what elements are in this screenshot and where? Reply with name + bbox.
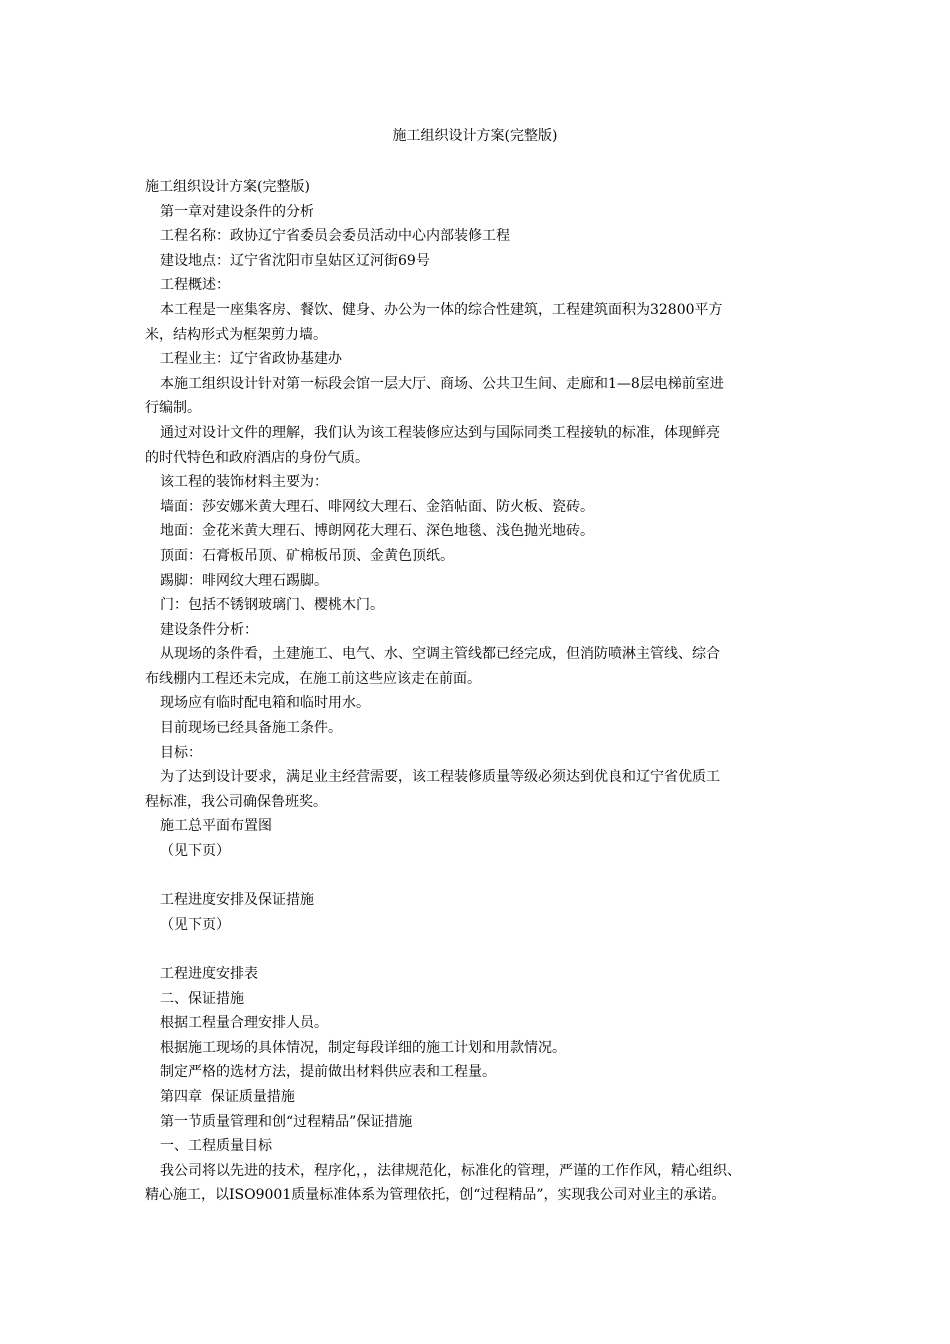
project-location: 建设地点：辽宁省沈阳市皇姑区辽河街69号 [160, 252, 430, 269]
goal-text-line2: 程标准，我公司确保鲁班奖。 [145, 793, 327, 810]
overview-heading: 工程概述： [160, 277, 230, 294]
materials-heading: 该工程的装饰材料主要为： [160, 474, 328, 491]
conditions-power-water: 现场应有临时配电箱和临时用水。 [160, 695, 370, 712]
measure-materials: 制定严格的选材方法，提前做出材料供应表和工程量。 [160, 1064, 496, 1081]
schedule-table-heading: 工程进度安排表 [160, 966, 258, 982]
see-next-page-note: （见下页） [160, 916, 230, 933]
overview-text-line1: 本工程是一座集客房、餐饮、健身、办公为一体的综合性建筑，工程建筑面积为32800平方 [160, 301, 723, 318]
project-owner: 工程业主：辽宁省政协基建办 [160, 351, 342, 368]
quality-goal-text-line2: 精心施工，以ISO9001质量标准体系为管理依托，创“过程精品”，实现我公司对业主的承诺。 [145, 1187, 726, 1204]
blank-line [145, 937, 807, 962]
chapter-four-heading: 第四章 保证质量措施 [160, 1088, 295, 1105]
conditions-heading: 建设条件分析： [160, 621, 258, 638]
measures-heading: 二、保证措施 [160, 990, 244, 1007]
standard-text-line1: 通过对设计文件的理解，我们认为该工程装修应达到与国际同类工程接轨的标准，体现鲜亮 [160, 424, 720, 441]
quality-goal-heading: 一、工程质量目标 [160, 1138, 272, 1155]
materials-doors: 门：包括不锈钢玻璃门、樱桃木门。 [160, 597, 384, 614]
doc-heading: 施工组织设计方案(完整版) [145, 179, 310, 195]
measure-planning: 根据施工现场的具体情况，制定每段详细的施工计划和用款情况。 [160, 1039, 566, 1056]
conditions-text-line2: 布线棚内工程还未完成，在施工前这些应该走在前面。 [145, 670, 481, 687]
blank-line [145, 864, 807, 889]
materials-wall: 墙面：莎安娜米黄大理石、啡网纹大理石、金箔帖面、防火板、瓷砖。 [160, 498, 594, 515]
conditions-text-line1: 从现场的条件看，土建施工、电气、水、空调主管线都已经完成，但消防喷淋主管线、综合 [160, 646, 720, 663]
overview-text-line2: 米，结构形式为框架剪力墙。 [145, 326, 327, 343]
project-name: 工程名称：政协辽宁省委员会委员活动中心内部装修工程 [160, 228, 510, 245]
scope-text-line1: 本施工组织设计针对第一标段会馆一层大厅、商场、公共卫生间、走廊和1—8层电梯前室进 [160, 375, 724, 392]
standard-text-line2: 的时代特色和政府酒店的身份气质。 [145, 449, 369, 466]
site-plan-heading: 施工总平面布置图 [160, 818, 272, 835]
materials-skirting: 踢脚：啡网纹大理石踢脚。 [160, 572, 328, 589]
see-next-page-note: （见下页） [160, 843, 230, 860]
page-title: 施工组织设计方案(完整版) [392, 128, 558, 144]
measure-staffing: 根据工程量合理安排人员。 [160, 1015, 328, 1032]
conditions-ready: 目前现场已经具备施工条件。 [160, 720, 342, 737]
scope-text-line2: 行编制。 [145, 400, 201, 417]
quality-goal-text-line1: 我公司将以先进的技术，程序化，，法律规范化，标准化的管理，严谨的工作作风，精心组织、 [160, 1162, 741, 1179]
goal-text-line1: 为了达到设计要求，满足业主经营需要，该工程装修质量等级必须达到优良和辽宁省优质工 [160, 769, 720, 786]
section-one-heading: 第一节质量管理和创“过程精品”保证措施 [160, 1113, 413, 1130]
document-body [145, 175, 807, 1208]
chapter-heading: 第一章对建设条件的分析 [160, 203, 314, 220]
materials-ceiling: 顶面：石膏板吊顶、矿棉板吊顶、金黄色顶纸。 [160, 547, 454, 564]
schedule-heading: 工程进度安排及保证措施 [160, 892, 314, 909]
goal-heading: 目标： [160, 744, 202, 761]
materials-floor: 地面：金花米黄大理石、博朗网花大理石、深色地毯、浅色抛光地砖。 [160, 523, 594, 540]
